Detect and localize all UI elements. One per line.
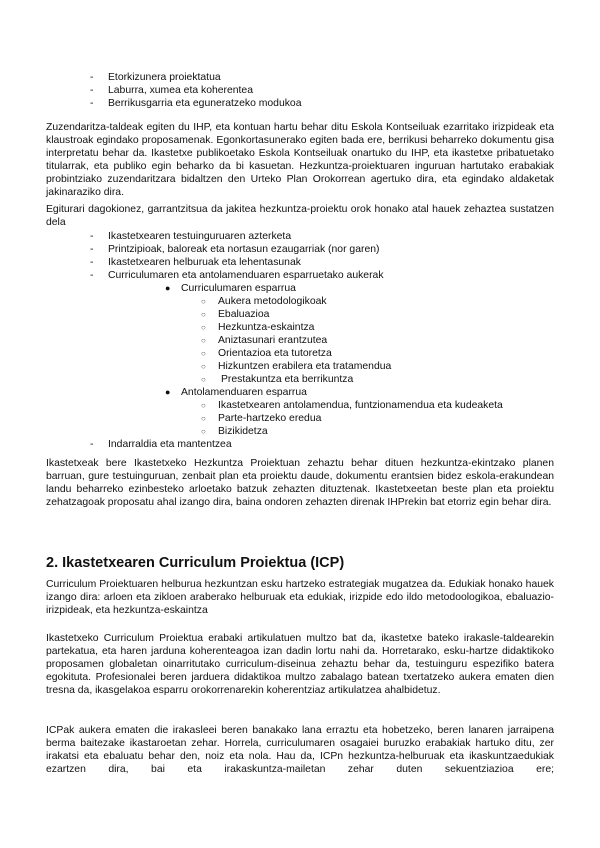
list-item: - Indarraldia eta mantentzea (90, 439, 232, 450)
list-item: ○ Orientazioa eta tutoretza (201, 348, 332, 359)
paragraph: Egiturari dagokionez, garrantzitsua da jakitea hezkuntza-proiektu orok honako atal hauek zehaztea sustatzen dela (46, 204, 554, 228)
list-item: ○ Bizikidetza (201, 426, 268, 437)
list-item: - Curriculumaren eta antolamenduaren esparruetako aukerak (90, 270, 384, 281)
paragraph: ICPak aukera ematen die irakasleei beren banakako lana erraztu eta hobetzeko, beren lanaren jarraipena berma baitezake ikastaroetan zehar. Horrela, curriculumaren osagaiei buruzko erabakiak hartuko ditu, zer irakatsi eta ebaluatu behar den, noiz eta nola. Hau da, ICPn hezkuntza-helburuak eta ikaskuntzaedukiak ezartzen dira, bai eta irakaskuntza-mailetan zehar duten sekuentziazioa ere; (46, 725, 554, 775)
structure-list (46, 230, 554, 451)
list-item: - Berrikusgarria eta eguneratzeko modukoa (90, 98, 302, 109)
list-item: - Ikastetxearen helburuak eta lehentasunak (90, 257, 301, 268)
paragraph: Zuzendaritza-taldeak egiten du IHP, eta kontuan hartu behar ditu Eskola Kontseiluak ezarritako irizpideak eta klaustroak egindako proposamenak. Egonkortasunerako egiten bada ere, berrikusi beharreko dokumentu gisa interpretatu behar da. Ikastetxe publikoetako Eskola Kontseiluak onartuko du IHP, eta ikastetxe pribatuetako titularrak, eta publiko egin beharko da bi kasuetan. Hezkuntza-proiektuaren inguruan hartutako erabakiak probintziako zuzendaritzara bidaltzen den Urteko Plan Orokorrean agertuko dira, eta egindako aldaketak jakinaraziko dira. (46, 122, 554, 198)
paragraph: Curriculum Proiektuaren helburua hezkuntzan esku hartzeko estrategiak mugatzea da. Edukiak honako hauek izango dira: arloen eta zikloen araberako helburuak eta edukiak, irizpide edo ildo metodoologikoa, ebaluazio-irizpideak, eta hezkuntza-eskaintza (46, 579, 554, 616)
list-item: ● Antolamenduaren esparrua (165, 387, 307, 398)
list-item: ○ Ebaluazioa (201, 309, 270, 320)
intro-list (46, 71, 554, 110)
paragraph: Ikastetxeak bere Ikastetxeko Hezkuntza Proiektuan zehaztu behar dituen hezkuntza-ekintzako planen barruan, gure testuinguruan, zenbait plan eta proiektu daude, dokumentu erantsien bidez eskola-erakundean landu beharreko ezinbesteko arloetako batzuk zehazten dituztenak. Ikastetxeetan beste plan eta proiektu zehatzagoak proposatu ahal izango dira, baina ondoren zehazten direnak IHPrekin bat etorriz egin behar dira. (46, 458, 554, 508)
list-item: - Etorkizunera proiektatua (90, 72, 221, 83)
list-item: ○ Hezkuntza-eskaintza (201, 322, 315, 333)
list-item: ○ Parte-hartzeko eredua (201, 413, 322, 424)
paragraph: Ikastetxeko Curriculum Proiektua erabaki artikulatuen multzo bat da, ikastetxe bateko irakasle-taldearekin partekatua, eta haren jarduna koherenteagoa izan dadin lortu nahi da. Horretarako, esku-hartze didaktikoko proposamen globaletan oinarritutako curriculum-diseinua zehaztu behar da, testuinguru espezifiko batera egokituta. Profesionalei beren jarduera didaktikoa multzo zabalago batean txertatzeko aukera ematen dien tresna da, ikasgelakoa esparru orokorrenarekin koherentziaz artikulatzea ahalbidetuz. (46, 633, 554, 696)
list-item: ● Curriculumaren esparrua (165, 283, 296, 294)
list-item: - Laburra, xumea eta koherentea (90, 85, 253, 96)
list-item: ○ Ikastetxearen antolamendua, funtzionamendua eta kudeaketa (201, 400, 503, 411)
list-item: ○ Aniztasunari erantzutea (201, 335, 328, 346)
section-heading: 2. Ikastetxearen Curriculum Proiektua (ICP) (46, 555, 345, 571)
list-item: ○ Aukera metodologikoak (201, 296, 327, 307)
list-item: - Printzipioak, baloreak eta nortasun ezaugarriak (nor garen) (90, 244, 380, 255)
list-item: - Ikastetxearen testuinguruaren azterketa (90, 231, 292, 242)
list-item: ○ Prestakuntza eta berrikuntza (201, 374, 354, 385)
list-item: ○ Hizkuntzen erabilera eta tratamendua (201, 361, 392, 372)
